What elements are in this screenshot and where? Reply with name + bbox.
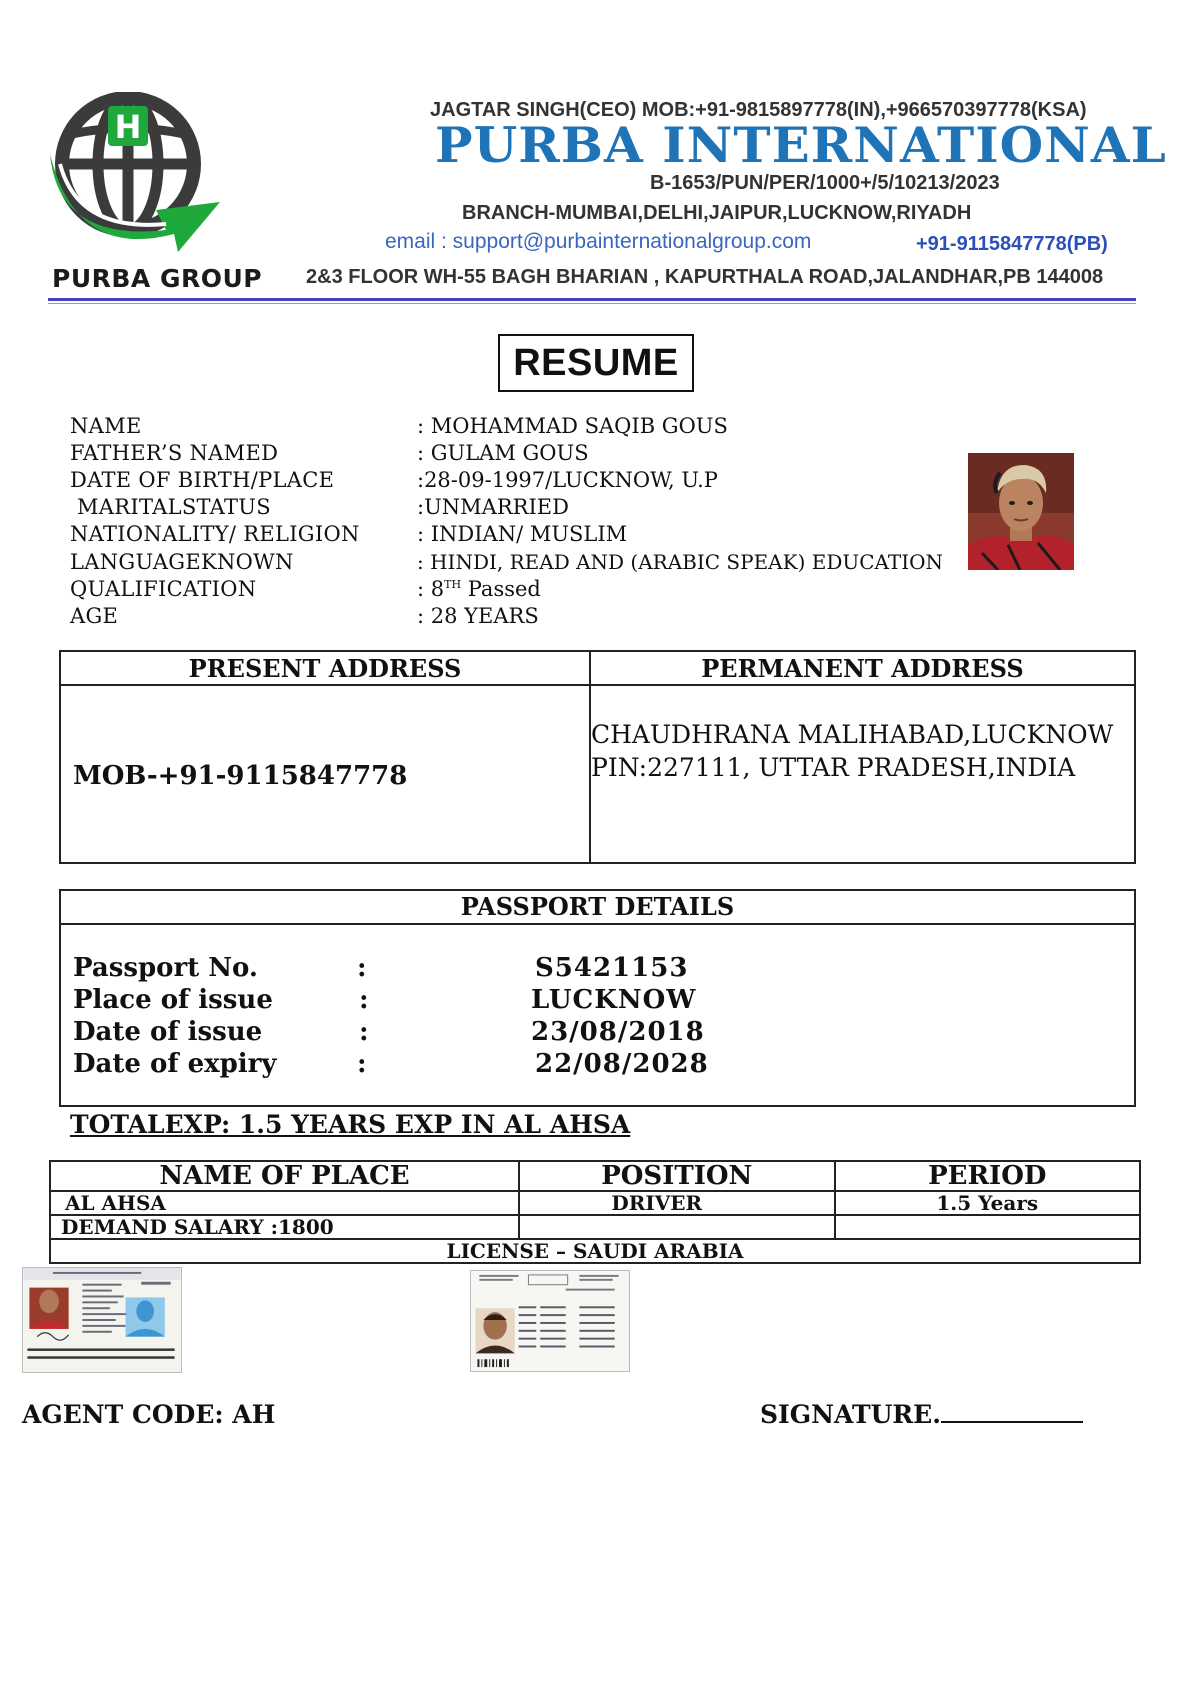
table-row: [50, 1215, 1140, 1239]
cell-period: 1.5 Years: [835, 1191, 1140, 1215]
info-value: : MOHAMMAD SAQIB GOUS: [417, 414, 728, 438]
experience-table: [49, 1160, 1141, 1264]
passport-value: 23/08/2018: [531, 1017, 705, 1047]
col-header-position: POSITION: [519, 1161, 835, 1191]
permanent-address-line2: PIN:227111, UTTAR PRADESH,INDIA: [591, 753, 1076, 782]
header-divider: [48, 298, 1136, 301]
passport-label: Date of expiry: [73, 1049, 277, 1079]
passport-colon: :: [357, 1049, 367, 1079]
office-address: 2&3 FLOOR WH-55 BAGH BHARIAN , KAPURTHALA ROAD,JALANDHAR,PB 144008: [306, 266, 1104, 288]
col-header-place: NAME OF PLACE: [50, 1161, 519, 1191]
info-value: :UNMARRIED: [417, 495, 569, 519]
qualification-status: Passed: [461, 577, 541, 601]
passport-colon: :: [359, 985, 369, 1015]
purba-group-logo: [48, 92, 228, 257]
header-divider-thin: [48, 303, 1136, 304]
table-row: [50, 1239, 1140, 1263]
branch-list: BRANCH-MUMBAI,DELHI,JAIPUR,LUCKNOW,RIYADH: [462, 202, 972, 224]
permanent-address-cell: [590, 685, 1135, 863]
passport-label: Date of issue: [73, 1017, 263, 1047]
passport-details-title: PASSPORT DETAILS: [61, 891, 1134, 925]
table-row: [50, 1191, 1140, 1215]
permanent-address-header: PERMANENT ADDRESS: [590, 651, 1135, 685]
license-number: B-1653/PUN/PER/1000+/5/10213/2023: [650, 172, 1000, 194]
info-label: QUALIFICATION: [70, 577, 257, 601]
passport-colon: :: [359, 1017, 369, 1047]
ceo-contact-line: JAGTAR SINGH(CEO) MOB:+91-9815897778(IN),+966570397778(KSA): [430, 99, 1087, 121]
passport-value: 22/08/2028: [535, 1049, 709, 1079]
total-experience: TOTALEXP: 1.5 YEARS EXP IN AL AHSA: [70, 1110, 631, 1139]
address-table: [59, 650, 1136, 864]
cell-license: LICENSE – SAUDI ARABIA: [50, 1239, 1140, 1263]
signature-line: [941, 1401, 1083, 1423]
info-label: NAME: [70, 414, 142, 438]
info-value: :28-09-1997/LUCKNOW, U.P: [417, 468, 718, 492]
cell-empty: [835, 1215, 1140, 1239]
candidate-photo: [968, 453, 1074, 570]
present-address-cell: [60, 685, 590, 863]
passport-details-box: [59, 889, 1136, 1107]
logo-h-letter: H: [114, 108, 142, 146]
cell-empty: [519, 1215, 835, 1239]
passport-label: Place of issue: [73, 985, 273, 1015]
info-value: : 28 YEARS: [417, 604, 539, 628]
signature-field: [760, 1400, 1083, 1429]
info-value: [417, 577, 541, 601]
permanent-address-line1: CHAUDHRANA MALIHABAD,LUCKNOW: [591, 720, 1114, 749]
info-label: NATIONALITY/ RELIGION: [70, 522, 360, 546]
passport-value: LUCKNOW: [531, 985, 697, 1015]
cell-position: DRIVER: [519, 1191, 835, 1215]
info-value: : INDIAN/ MUSLIM: [417, 522, 628, 546]
resume-title: RESUME: [513, 341, 679, 384]
qualification-superscript: TH: [444, 578, 462, 591]
info-value: : GULAM GOUS: [417, 441, 589, 465]
info-value: : HINDI, READ AND (ARABIC SPEAK) EDUCATION: [417, 550, 944, 574]
cell-demand-salary: DEMAND SALARY :1800: [50, 1215, 519, 1239]
passport-colon: :: [357, 953, 367, 983]
qualification-grade: : 8: [417, 577, 445, 601]
agent-code: AGENT CODE: AH: [22, 1400, 276, 1429]
info-label: AGE: [70, 604, 119, 628]
email-address: email : support@purbainternationalgroup.com: [385, 230, 812, 253]
info-label: MARITALSTATUS: [70, 495, 271, 519]
logo-text: PURBA GROUP: [52, 264, 263, 293]
branch-phone: +91-9115847778(PB): [916, 233, 1108, 255]
present-mobile: MOB-+91-9115847778: [73, 761, 408, 791]
company-brand-name: PURBA INTERNATIONAL: [435, 116, 1167, 174]
info-label: DATE OF BIRTH/PLACE: [70, 468, 335, 492]
signature-label: SIGNATURE.: [760, 1400, 941, 1429]
saudi-license-scan-image: [470, 1270, 630, 1372]
info-label: LANGUAGEKNOWN: [70, 550, 294, 574]
passport-value: S5421153: [535, 953, 689, 983]
info-label: FATHER’S NAMED: [70, 441, 279, 465]
passport-label: Passport No.: [73, 953, 258, 983]
cell-place: AL AHSA: [50, 1191, 519, 1215]
present-address-header: PRESENT ADDRESS: [60, 651, 590, 685]
passport-scan-image: [22, 1267, 182, 1373]
col-header-period: PERIOD: [835, 1161, 1140, 1191]
resume-title-box: [498, 334, 694, 392]
